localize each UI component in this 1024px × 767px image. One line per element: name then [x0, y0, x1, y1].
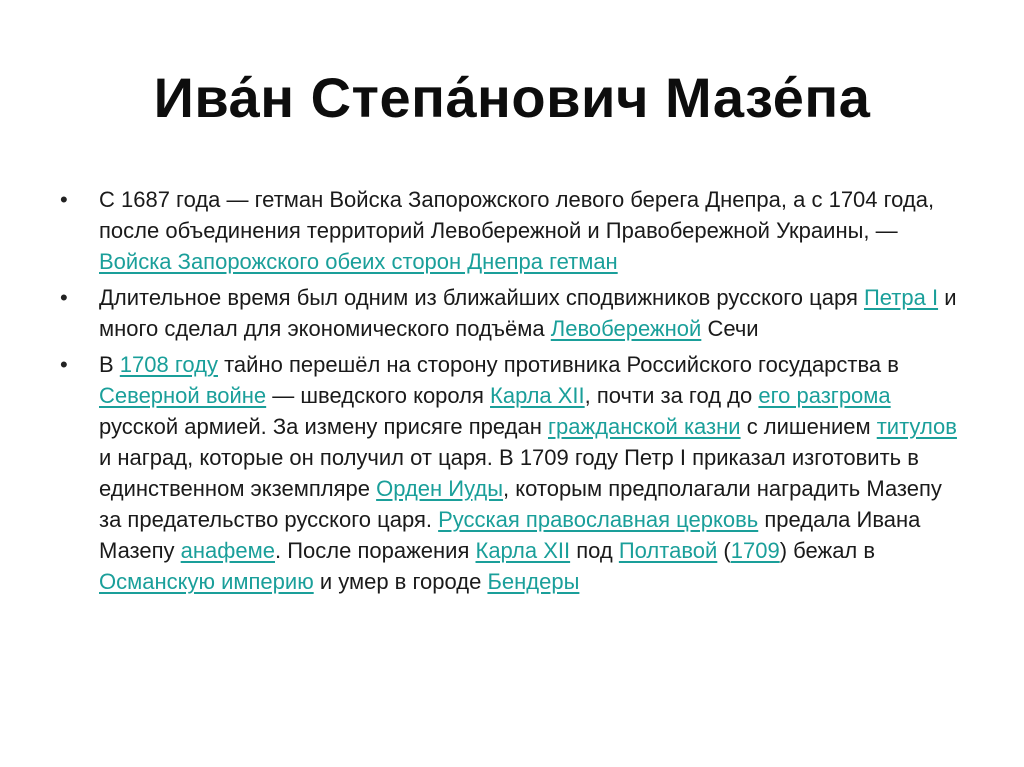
bullet-item [60, 282, 970, 344]
text-segment: ( [717, 538, 731, 563]
link[interactable]: 1708 году [119, 352, 218, 377]
text-segment: и наград, которые он получил от царя. В 1709 году Петр I приказал изготовить в единственном экземпляре [99, 445, 919, 501]
link[interactable]: Карла XII [490, 383, 585, 408]
link[interactable]: Полтавой [618, 538, 718, 563]
link[interactable]: Русская православная церковь [438, 507, 759, 532]
text-segment: Длительное время был одним из ближайших сподвижников русского царя [99, 285, 864, 310]
bullet-dot-icon: • [60, 285, 68, 310]
page-title: Ива́н Степа́нович Мазе́па [153, 66, 871, 129]
text-segment: С 1687 года — гетман Войска Запорожского левого берега Днепра, а с 1704 года, после объединения территорий Левобережной и Правобережной Украины, — [99, 187, 935, 243]
text-segment: и много сделал для экономического подъёма [99, 285, 957, 341]
link[interactable]: титулов [876, 414, 957, 439]
text-segment: ) бежал в [779, 538, 876, 563]
text-segment: Сечи [701, 316, 759, 341]
text-segment: предала Ивана Мазепу [99, 507, 921, 563]
link[interactable]: 1709 [730, 538, 780, 563]
text-segment: русской армией. За измену присяге предан [99, 414, 548, 439]
link[interactable]: Карла XII [475, 538, 571, 563]
bullet-item [60, 184, 970, 277]
link[interactable]: Левобережной [550, 316, 702, 341]
bullet-list [60, 184, 970, 602]
text-segment: , почти за год до [584, 383, 759, 408]
bullet-dot-icon: • [60, 352, 68, 377]
text-segment: с лишением [740, 414, 877, 439]
text-segment: В [99, 352, 120, 377]
text-segment: . После поражения [275, 538, 476, 563]
link[interactable]: Петра I [863, 285, 939, 310]
bullet-dot-icon: • [60, 187, 68, 212]
link[interactable]: его разгрома [758, 383, 891, 408]
link[interactable]: Северной войне [99, 383, 267, 408]
link[interactable]: гражданской казни [548, 414, 741, 439]
text-segment: , которым предполагали наградить Мазепу за предательство русского царя. [99, 476, 942, 532]
link[interactable]: Войска Запорожского обеих сторон Днепра гетман [99, 249, 618, 274]
bullet-item [60, 349, 970, 597]
link[interactable]: Орден Иуды [376, 476, 504, 501]
bullet-text [99, 285, 956, 341]
text-segment: тайно перешёл на сторону противника Российского государства в [217, 352, 899, 377]
text-segment: — шведского короля [266, 383, 491, 408]
bullet-text [99, 187, 934, 274]
text-segment: и умер в городе [313, 569, 488, 594]
bullet-text [99, 352, 957, 594]
link[interactable]: Османскую империю [99, 569, 314, 594]
text-segment: под [570, 538, 619, 563]
link[interactable]: Бендеры [487, 569, 580, 594]
link[interactable]: анафеме [180, 538, 275, 563]
